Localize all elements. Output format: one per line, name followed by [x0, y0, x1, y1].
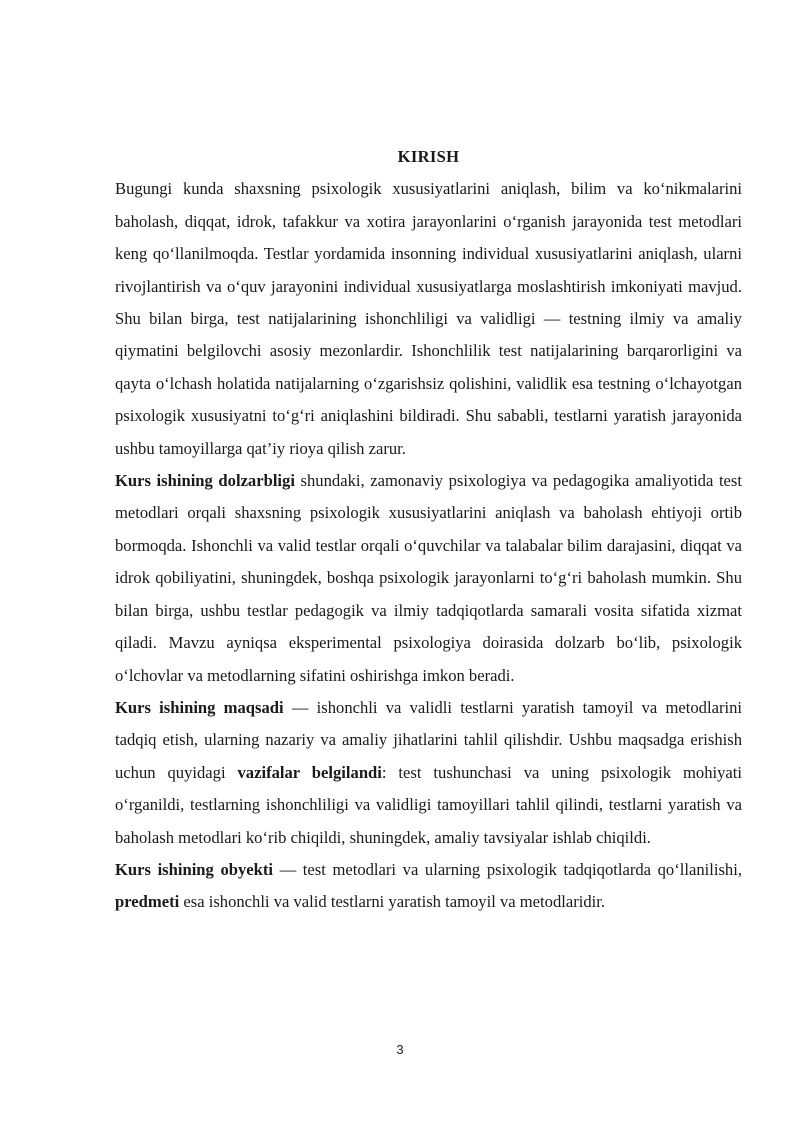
object-label: Kurs ishining obyekti [115, 859, 273, 879]
goal-label: Kurs ishining maqsadi [115, 697, 284, 717]
relevance-text: shundaki, zamonaviy psixologiya va pedagogika amaliyotida test metodlari orqali shaxsning psixologik xususiyatlarini aniqlash va baholash ehtiyoji ortib bormoqda. Ishonchli va valid testlar orqali o‘quvchilar va talabalar bilim darajasini, diqqat va idrok qobiliyatini, shuningdek, boshqa psixologik jarayonlarni to‘g‘ri baholash mumkin. Shu bilan birga, ushbu testlar pedagogik va ilmiy tadqiqotlarda samarali vosita sifatida xizmat qiladi. Mavzu ayniqsa eksperimental psixologiya doirasida dolzarb bo‘lib, psixologik o‘lchovlar va metodlarning sifatini oshirishga imkon beradi. [115, 471, 742, 685]
tasks-text: : test tushunchasi va uning psixologik mohiyati o‘rganildi, testlarning ishonchliligi va validligi tamoyillari tahlil qilindi, testlarni yaratish va baholash metodlari ko‘rib chiqildi, shuningdek, amaliy tavsiyalar ishlab chiqildi. [115, 762, 743, 847]
tasks-label: vazifalar belgilandi [237, 762, 382, 782]
relevance-label: Kurs ishining dolzarbligi [115, 471, 295, 491]
object-paragraph [115, 854, 742, 919]
relevance-paragraph [115, 465, 742, 692]
goal-text: — ishonchli va validli testlarni yaratish tamoyil va metodlarini tadqiq etish, ularning nazariy va amaliy jihatlarini tahlil qilishdir. Ushbu maqsadga erishish uchun quyidagi [115, 697, 742, 782]
subject-label: predmeti [115, 892, 180, 912]
section-title: KIRISH [397, 147, 460, 166]
subject-text: esa ishonchli va valid testlarni yaratish tamoyil va metodlaridir. [179, 892, 606, 912]
goal-paragraph [115, 692, 742, 854]
intro-text: Bugungi kunda shaxsning psixologik xususiyatlarini aniqlash, bilim va ko‘nikmalarini baholash, diqqat, idrok, tafakkur va xotira jarayonlarini o‘rganish jarayonida test metodlari keng qo‘llanilmoqda. Testlar yordamida insonning individual xususiyatlarini aniqlash, ularni rivojlantirish va o‘quv jarayonini individual xususiyatlarga moslashtirish imkoniyati mavjud. Shu bilan birga, test natijalarining ishonchliligi va validligi — testning ilmiy va amaliy qiymatini belgilovchi asosiy mezonlardir. Ishonchlilik test natijalarining barqarorligini va qayta o‘lchash holatida natijalarning o‘zgarishsiz qolishini, validlik esa testning o‘lchayotgan psixologik xususiyatni to‘g‘ri aniqlashini bildiradi. Shu sababli, testlarni yaratish jarayonida ushbu tamoyillarga qat’iy rioya qilish zarur. [115, 179, 742, 458]
intro-paragraph [115, 173, 742, 465]
object-text: — test metodlari va ularning psixologik tadqiqotlarda qo‘llanilishi, [273, 859, 742, 879]
page-content [115, 141, 742, 919]
page-number: 3 [396, 1042, 404, 1057]
